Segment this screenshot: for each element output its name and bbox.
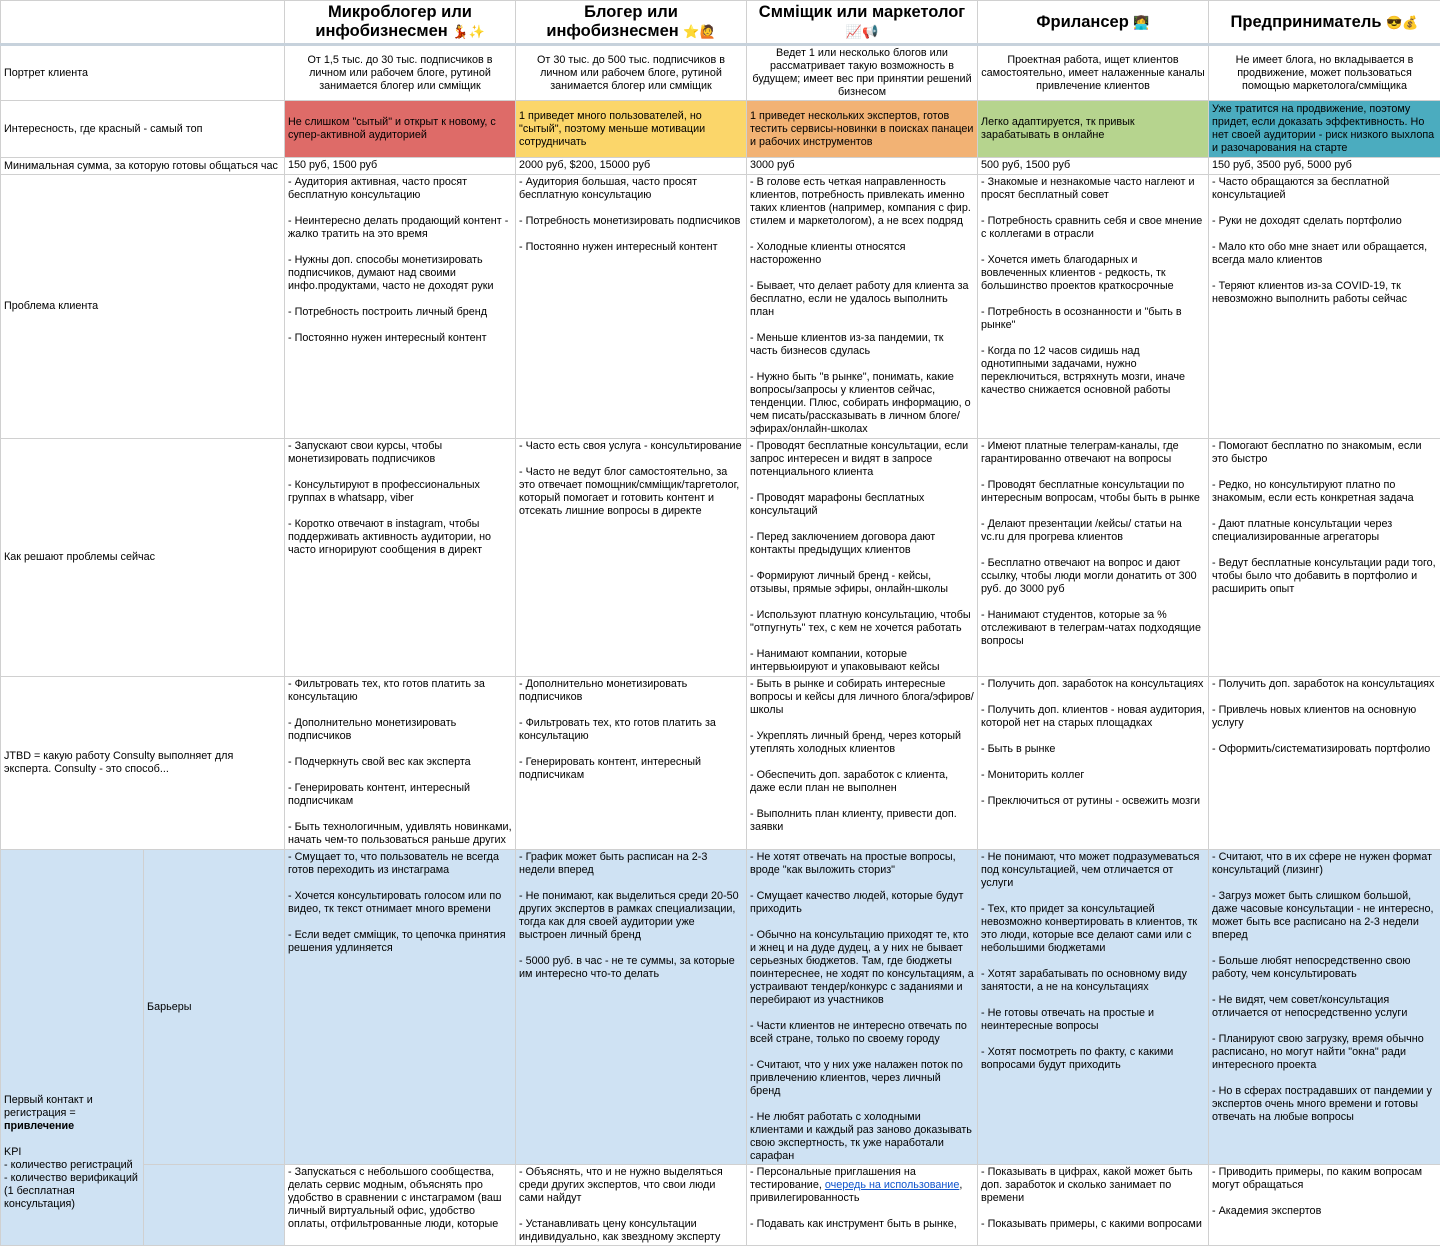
- cell-interest-3[interactable]: 1 приведет нескольких экспертов, готов тестить сервисы-новинки в поисках панацеи и рабочих инструментов: [747, 101, 978, 158]
- cell-barriers-1[interactable]: - Смущает то, что пользователь не всегда готов переходить из инстаграма - Хочется консультировать голосом или по видео, тк текст отнимает много времени - Если ведет смміщик, то цепочка принятия решения удлиняется: [285, 850, 516, 1165]
- row-interest: [1, 101, 1440, 158]
- cell-problem-2[interactable]: - Аудитория большая, часто просят бесплатную консультацию - Потребность монетизировать подписчиков - Постоянно нужен интересный контент: [516, 175, 747, 439]
- row-min-sum: [1, 158, 1440, 175]
- corner-cell[interactable]: [1, 1, 285, 45]
- sub-label-next[interactable]: [144, 1165, 285, 1246]
- column-header-smm[interactable]: Смміщик или маркетолог 📈📢: [747, 1, 978, 45]
- cell-solve-now-5[interactable]: - Помогают бесплатно по знакомым, если это быстро - Редко, но консультируют платно по знакомым, если есть конкретная задача - Дают платные консультации через специализированные агрегаторы - Ведут бесплатные консультации ради того, чтобы было что добавить в портфолио и расширить опыт: [1209, 439, 1440, 677]
- star-person-icon: ⭐🙋: [683, 24, 715, 39]
- column-header-freelancer[interactable]: Фрилансер 👩‍💻: [978, 1, 1209, 45]
- laptop-worker-icon: 👩‍💻: [1133, 15, 1149, 30]
- cell-jtbd-2[interactable]: - Дополнительно монетизировать подписчиков - Фильтровать тех, кто готов платить за консультацию - Генерировать контент, интересный подписчикам: [516, 677, 747, 850]
- cell-min-sum-2[interactable]: 2000 руб, $200, 15000 руб: [516, 158, 747, 175]
- row-barriers: [1, 850, 1440, 1165]
- row-jtbd: [1, 677, 1440, 850]
- cell-problem-4[interactable]: - Знакомые и незнакомые часто наглеют и просят бесплатный совет - Потребность сравнить себя и свое мнение с коллегами в отрасли - Хочется иметь благодарных и вовлеченных клиентов - редкость, тк большинство проектов краткосрочные - Потребность в осознанности и "быть в рынке" - Когда по 12 часов сидишь над однотипными задачами, нужно переключиться, встряхнуть мозги, иначе качество снижается основной работы: [978, 175, 1209, 439]
- cell-jtbd-3[interactable]: - Быть в рынке и собирать интересные вопросы и кейсы для личного блога/эфиров/школы - Укреплять личный бренд, через который утеплять холодных клиентов - Обеспечить доп. заработок с клиента, даже если план не выполнен - Выполнить план клиенту, привести доп. заявки: [747, 677, 978, 850]
- first-contact-bold: привлечение: [4, 1120, 140, 1133]
- cell-solve-now-3[interactable]: - Проводят бесплатные консультации, если запрос интересен и видят в запросе потенциального клиента - Проводят марафоны бесплатных консультаций - Перед заключением договора дают контакты предыдущих клиентов - Формируют личный бренд - кейсы, отзывы, прямые эфиры, онлайн-школы - Используют платную консультацию, чтобы "отпугнуть" тех, с кем не хочется работать - Нанимают компании, которые интервьюируют и упаковывают кейсы: [747, 439, 978, 677]
- cell-solve-now-4[interactable]: - Имеют платные телеграм-каналы, где гарантированно отвечают на вопросы - Проводят бесплатные консультации по интересным вопросам, чтобы быть в рынке - Делают презентации /кейсы/ статьи на vc.ru для прогрева клиентов - Бесплатно отвечают на вопрос и дают ссылку, чтобы люди могли донатить от 300 руб. до 3000 руб - Нанимают студентов, которые за % отслеживают в телеграм-чатах подходящие вопросы: [978, 439, 1209, 677]
- cell-next-2[interactable]: - Объяснять, что и не нужно выделяться среди других экспертов, что свои люди сами найдут - Устанавливать цену консультации индивидуально, как звездному эксперту: [516, 1165, 747, 1246]
- cell-barriers-4[interactable]: - Не понимают, что может подразумеваться под консультацией, чем отличается от услуги - Тех, кто придет за консультацией невозможно конвертировать в клиентов, тк это люди, которые все делают сами или с небольшими бюджетами - Хотят зарабатывать по основному виду занятости, а не на консультациях - Не готовы отвечать на простые и неинтересные вопросы - Хотят посмотреть по факту, с какими вопросами будут приходить: [978, 850, 1209, 1165]
- cell-barriers-5[interactable]: - Считают, что в их сфере не нужен формат консультаций (лизинг) - Загруз может быть слишком большой, даже часовые консультации - не интересно, может быть все расписано на 2-3 недели вперед - Больше любят непосредственно свою работу, чем консультировать - Не видят, чем совет/консультация отличается от непосредственно услуги - Планируют свою загрузку, время обычно расписано, но могут найти "окна" ради интересного проекта - Но в сферах пострадавших от пандемии у экспертов очень много времени и готовы отвечать на любые вопросы: [1209, 850, 1440, 1165]
- cell-portrait-5[interactable]: Не имеет блога, но вкладывается в продвижение, может пользоваться помощью маркетолога/смміщика: [1209, 45, 1440, 101]
- cell-portrait-3[interactable]: Ведет 1 или несколько блогов или рассматривает такую возможность в будущем; имеет вес при принятии решений бизнесом: [747, 45, 978, 101]
- cell-next-3[interactable]: - Персональные приглашения на тестирование, очередь на использование, привилегированность - Подавать как инструмент быть в рынке,: [747, 1165, 978, 1246]
- cell-problem-3[interactable]: - В голове есть четкая направленность клиентов, потребность привлекать именно таких клиентов (например, компания с фир. стилем и маркетологом), а не всех подряд - Холодные клиенты относятся настороженно - Бывает, что делает работу для клиента за бесплатно, если не удалось выполнить план - Меньше клиентов из-за пандемии, тк часть бизнесов сдулась - Нужно быть "в рынке", понимать, какие вопросы/запросы у клиентов сейчас, тенденции. Плюс, собирать информацию, о чем писать/рассказывать в личном блоге/эфирах/онлайн-школах: [747, 175, 978, 439]
- queue-link[interactable]: очередь на использование: [825, 1179, 959, 1191]
- cell-solve-now-2[interactable]: - Часто есть своя услуга - консультирование - Часто не ведут блог самостоятельно, за это отвечает помощник/смміщик/таргетолог, который помогает и готовить контент и отсекать лишние вопросы в директе: [516, 439, 747, 677]
- cell-interest-1[interactable]: Не слишком "сытый" и открыт к новому, с супер-активной аудиторией: [285, 101, 516, 158]
- cell-interest-4[interactable]: Легко адаптируется, тк привык зарабатывать в онлайне: [978, 101, 1209, 158]
- cell-min-sum-1[interactable]: 150 руб, 1500 руб: [285, 158, 516, 175]
- first-contact-title: Первый контакт и регистрация =: [4, 1094, 140, 1120]
- column-header-entrepreneur[interactable]: Предприниматель 😎💰: [1209, 1, 1440, 45]
- cell-next-1[interactable]: - Запускаться с небольшого сообщества, делать сервис модным, объяснять про удобство в сравнении с инстаграмом (ваш личный виртуальный офис, удобство оплаты, отфильтрованные люди, которые: [285, 1165, 516, 1246]
- cell-interest-5[interactable]: Уже тратится на продвижение, поэтому придет, если доказать эффективность. Но нет своей аудитории - риск низкого выхлопа и разочарования на старте: [1209, 101, 1440, 158]
- row-label-first-contact[interactable]: [1, 850, 144, 1246]
- column-header-blogger[interactable]: Блогер или инфобизнесмен ⭐🙋: [516, 1, 747, 45]
- row-label-portrait[interactable]: Портрет клиента: [1, 45, 285, 101]
- row-label-solve-now[interactable]: Как решают проблемы сейчас: [1, 439, 285, 677]
- row-solve-now: [1, 439, 1440, 677]
- row-label-interest[interactable]: Интересность, где красный - самый топ: [1, 101, 285, 158]
- cell-problem-1[interactable]: - Аудитория активная, часто просят бесплатную консультацию - Неинтересно делать продающий контент - жалко тратить на это время - Нужны доп. способы монетизировать подписчиков, думают над своими инфо.продуктами, часто не доходят руки - Потребность построить личный бренд - Постоянно нужен интересный контент: [285, 175, 516, 439]
- cell-next-5[interactable]: - Приводить примеры, по каким вопросам могут обращаться - Академия экспертов: [1209, 1165, 1440, 1246]
- cell-jtbd-1[interactable]: - Фильтровать тех, кто готов платить за консультацию - Дополнительно монетизировать подписчиков - Подчеркнуть свой вес как эксперта - Генерировать контент, интересный подписчикам - Быть технологичным, удивлять новинками, начать чем-то пользоваться раньше других: [285, 677, 516, 850]
- chart-megaphone-icon: 📈📢: [846, 24, 878, 39]
- row-label-jtbd[interactable]: JTBD = какую работу Consulty выполняет для эксперта. Consulty - это способ...: [1, 677, 285, 850]
- cell-next-4[interactable]: - Показывать в цифрах, какой может быть доп. заработок и сколько занимает по времени - Показывать примеры, с какими вопросами: [978, 1165, 1209, 1246]
- cell-jtbd-4[interactable]: - Получить доп. заработок на консультациях - Получить доп. клиентов - новая аудитория, которой нет на старых площадках - Быть в рынке - Мониторить коллег - Преключиться от рутины - освежить мозги: [978, 677, 1209, 850]
- first-contact-kpi: KPI - количество регистраций - количество верификаций (1 бесплатная консультация): [4, 1146, 140, 1211]
- cell-solve-now-1[interactable]: - Запускают свои курсы, чтобы монетизировать подписчиков - Консультируют в профессиональных группах в whatsapp, viber - Коротко отвечают в instagram, чтобы поддерживать активность аудитории, но часто игнорируют сообщения в директ: [285, 439, 516, 677]
- cell-portrait-2[interactable]: От 30 тыс. до 500 тыс. подписчиков в личном или рабочем блоге, рутиной занимается блогер или смміщик: [516, 45, 747, 101]
- cell-portrait-1[interactable]: От 1,5 тыс. до 30 тыс. подписчиков в личном или рабочем блоге, рутиной занимается блогер или смміщик: [285, 45, 516, 101]
- cell-interest-2[interactable]: 1 приведет много пользователей, но "сытый", поэтому меньше мотивации сотрудничать: [516, 101, 747, 158]
- cell-problem-5[interactable]: - Часто обращаются за бесплатной консультацией - Руки не доходят сделать портфолио - Мало кто обо мне знает или обращается, всегда мало клиентов - Теряют клиентов из-за COVID-19, тк невозможно выполнить работы сейчас: [1209, 175, 1440, 439]
- cell-barriers-2[interactable]: - График может быть расписан на 2-3 недели вперед - Не понимают, как выделиться среди 20-50 других экспертов в рамках специализации, тогда как для своей аудитории уже выстроен личный бренд - 5000 руб. в час - не те суммы, за которые им интересно что-то делать: [516, 850, 747, 1165]
- cell-min-sum-4[interactable]: 500 руб, 1500 руб: [978, 158, 1209, 175]
- cell-jtbd-5[interactable]: - Получить доп. заработок на консультациях - Привлечь новых клиентов на основную услугу - Оформить/систематизировать портфолио: [1209, 677, 1440, 850]
- header-row: [1, 1, 1440, 45]
- sunglasses-moneybag-icon: 😎💰: [1386, 15, 1418, 30]
- sub-label-barriers[interactable]: Барьеры: [144, 850, 285, 1165]
- row-portrait: [1, 45, 1440, 101]
- cell-barriers-3[interactable]: - Не хотят отвечать на простые вопросы, вроде "как выложить сториз" - Смущает качество людей, которые будут приходить - Обычно на консультацию приходят те, кто и жнец и на дуде дудец, а у них не бывает серьезных бюджетов. Там, где бюджеты поинтереснее, не ходят по консультациям, а устраивают тендер/конкурс с заданиями и перебирают из участников - Части клиентов не интересно отвечать по всей стране, только по своему городу - Считают, что у них уже налажен поток по привлечению клиентов, через личный бренд - Не любят работать с холодными клиентами и каждый раз заново доказывать свою экспертность, тк уже наработали сарафан: [747, 850, 978, 1165]
- cell-portrait-4[interactable]: Проектная работа, ищет клиентов самостоятельно, имеет налаженные каналы привлечение клиентов: [978, 45, 1209, 101]
- column-header-microblogger[interactable]: Микроблогер или инфобизнесмен 💃✨: [285, 1, 516, 45]
- row-label-problem[interactable]: Проблема клиента: [1, 175, 285, 439]
- dancer-sparkles-icon: 💃✨: [452, 24, 484, 39]
- cell-min-sum-5[interactable]: 150 руб, 3500 руб, 5000 руб: [1209, 158, 1440, 175]
- row-problem: [1, 175, 1440, 439]
- cell-min-sum-3[interactable]: 3000 руб: [747, 158, 978, 175]
- row-next: [1, 1165, 1440, 1246]
- row-label-min-sum[interactable]: Минимальная сумма, за которую готовы общаться час: [1, 158, 285, 175]
